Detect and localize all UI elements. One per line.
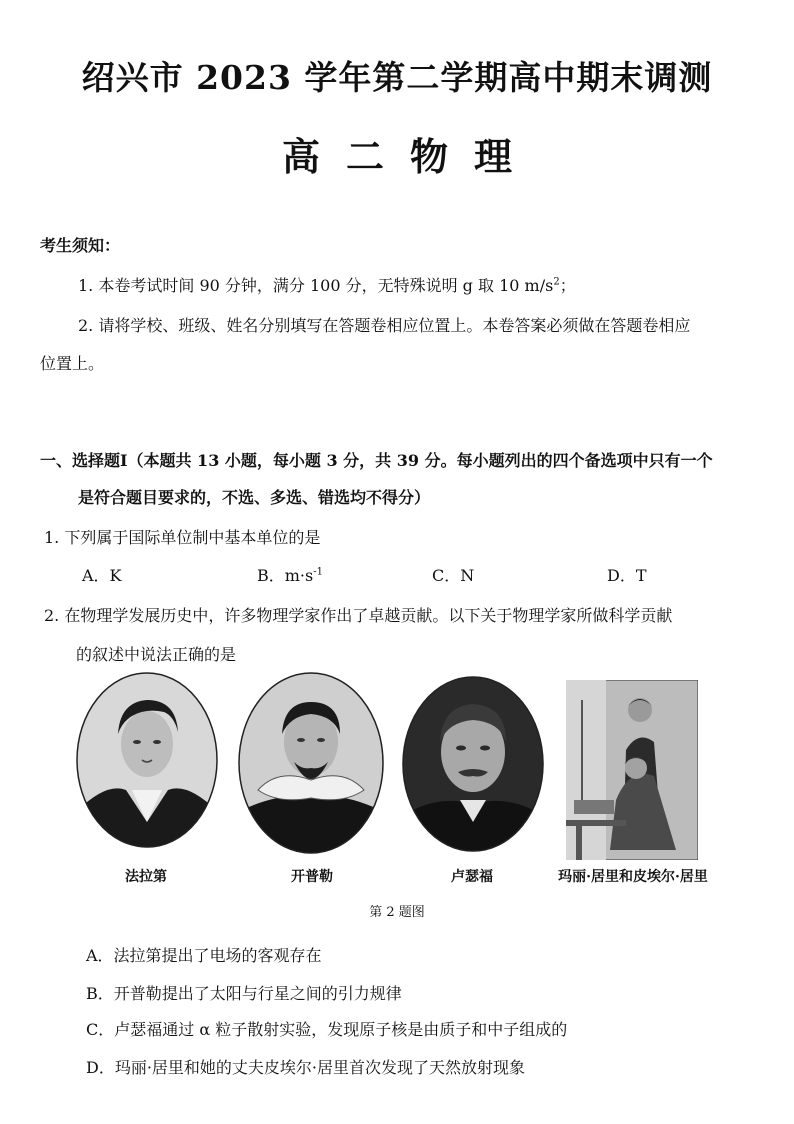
- q2-stem-cont: 的叙述中说法正确的是: [76, 645, 237, 664]
- q2-option-b: B．开普勒提出了太阳与行星之间的引力规律: [86, 984, 402, 1003]
- notice-item-1-sup: 2: [553, 276, 560, 288]
- curie-photo: [566, 680, 698, 860]
- notice-item-1: [78, 276, 576, 296]
- q2-option-c: C．卢瑟福通过 α 粒子散射实验，发现原子核是由质子和中子组成的: [86, 1020, 568, 1039]
- kepler-portrait: [238, 672, 384, 854]
- q1-option-a: A．K: [82, 566, 122, 585]
- q1-option-d: D．T: [607, 566, 647, 585]
- caption-curie: 玛丽·居里和皮埃尔·居里: [558, 869, 708, 885]
- q1-option-c: C．N: [432, 566, 475, 585]
- section-1-heading-cont: 是符合题目要求的，不选、多选、错选均不得分）: [78, 488, 431, 507]
- q1-stem: 1. 下列属于国际单位制中基本单位的是: [44, 528, 321, 547]
- caption-rutherford: 卢瑟福: [451, 869, 493, 885]
- rutherford-portrait: [402, 676, 544, 852]
- faraday-portrait: [76, 672, 218, 848]
- q2-stem: 2. 在物理学发展历史中，许多物理学家作出了卓越贡献。以下关于物理学家所做科学贡献: [44, 606, 673, 625]
- notice-item-2-cont: 位置上。: [40, 354, 105, 373]
- subject-title: 高二物理: [281, 134, 538, 179]
- figure-label: 第 2 题图: [369, 905, 425, 920]
- caption-faraday: 法拉第: [125, 869, 167, 885]
- q2-option-a: A．法拉第提出了电场的客观存在: [86, 946, 322, 965]
- q1-option-b-text: B．m·s: [257, 566, 314, 585]
- caption-kepler: 开普勒: [291, 869, 333, 885]
- q1-option-b: [257, 566, 323, 586]
- q2-option-d: D．玛丽·居里和她的丈夫皮埃尔·居里首次发现了天然放射现象: [86, 1058, 526, 1077]
- notice-item-1-end: ；: [559, 276, 576, 295]
- section-1-heading: 一、选择题Ⅰ（本题共 13 小题，每小题 3 分，共 39 分。每小题列出的四个备选项中只有一个: [40, 451, 713, 470]
- notice-item-1-text: 1. 本卷考试时间 90 分钟，满分 100 分，无特殊说明 g 取 10 m/s: [78, 276, 554, 295]
- exam-title: 绍兴市 2023 学年第二学期高中期末调测: [81, 58, 713, 97]
- q1-option-b-sup: -1: [313, 566, 323, 578]
- notice-item-2: 2. 请将学校、班级、姓名分别填写在答题卷相应位置上。本卷答案必须做在答题卷相应: [78, 316, 691, 335]
- notice-heading: 考生须知：: [40, 236, 121, 255]
